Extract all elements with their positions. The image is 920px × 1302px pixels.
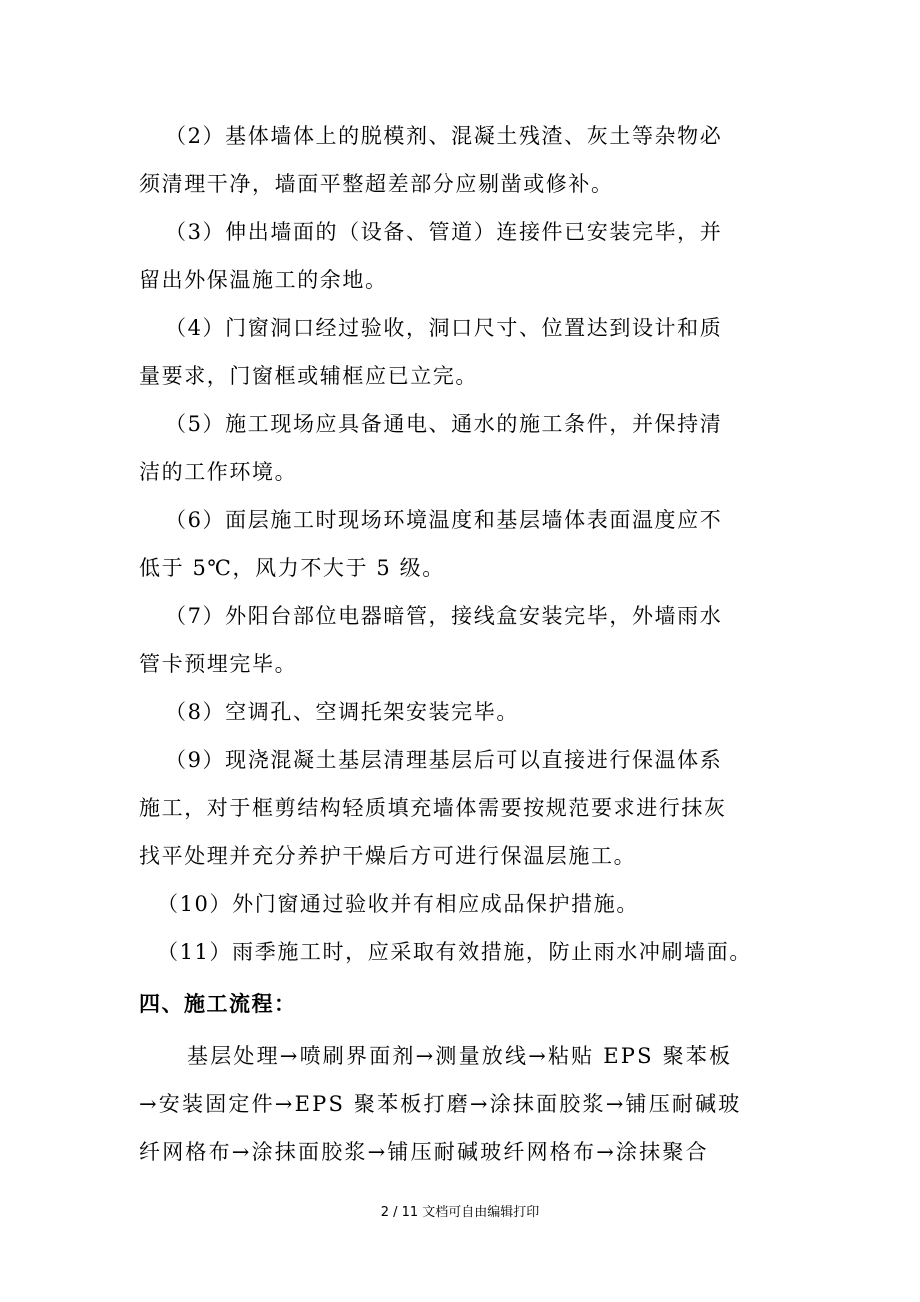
paragraph-line: （4）门窗洞口经过验收，洞口尺寸、位置达到设计和质 xyxy=(165,316,723,340)
paragraph-item-10 xyxy=(139,880,789,928)
paragraph-item-11 xyxy=(139,928,789,976)
paragraph-line: （6）面层施工时现场环境温度和基层墙体表面温度应不 xyxy=(165,508,723,532)
paragraph-item-8 xyxy=(139,688,789,736)
paragraph-line: （7）外阳台部位电器暗管，接线盒安装完毕，外墙雨水 xyxy=(165,604,723,628)
page-footer: 2 / 11 文档可自由编辑打印 xyxy=(380,1205,540,1220)
paragraph-line: 量要求，门窗框或辅框应已立完。 xyxy=(139,364,478,388)
paragraph-item-9 xyxy=(139,736,789,880)
process-flow-paragraph xyxy=(139,1032,789,1176)
paragraph-line: （3）伸出墙面的（设备、管道）连接件已安装完毕，并 xyxy=(165,220,723,244)
flow-line: 基层处理→喷刷界面剂→测量放线→粘贴 EPS 聚苯板 xyxy=(187,1044,733,1068)
paragraph-line: 管卡预埋完毕。 xyxy=(139,652,298,676)
paragraph-item-7 xyxy=(139,592,789,688)
paragraph-item-2 xyxy=(139,112,789,208)
flow-line: →安装固定件→EPS 聚苯板打磨→涂抹面胶浆→铺压耐碱玻 xyxy=(139,1092,742,1116)
paragraph-line: （9）现浇混凝土基层清理基层后可以直接进行保温体系 xyxy=(165,748,723,772)
document-body xyxy=(139,112,789,1176)
paragraph-line: （11）雨季施工时，应采取有效措施，防止雨水冲刷墙面。 xyxy=(157,940,752,964)
flow-line: 纤网格布→涂抹面胶浆→铺压耐碱玻纤网格布→涂抹聚合 xyxy=(139,1140,709,1164)
paragraph-line: （8）空调孔、空调托架安装完毕。 xyxy=(165,700,519,724)
paragraph-line: 找平处理并充分养护干燥后方可进行保温层施工。 xyxy=(139,844,637,868)
section-heading: 四、施工流程： xyxy=(139,992,297,1016)
paragraph-item-5 xyxy=(139,400,789,496)
paragraph-item-4 xyxy=(139,304,789,400)
paragraph-item-6 xyxy=(139,496,789,592)
paragraph-line: （2）基体墙体上的脱模剂、混凝土残渣、灰土等杂物必 xyxy=(165,124,723,148)
paragraph-line: 施工，对于框剪结构轻质填充墙体需要按规范要求进行抹灰 xyxy=(139,796,727,820)
paragraph-line: 须清理干净，墙面平整超差部分应剔凿或修补。 xyxy=(139,172,614,196)
paragraph-line: （5）施工现场应具备通电、通水的施工条件，并保持清 xyxy=(165,412,723,436)
paragraph-item-3 xyxy=(139,208,789,304)
paragraph-line: 留出外保温施工的余地。 xyxy=(139,268,388,292)
paragraph-line: （10）外门窗通过验收并有相应成品保护措施。 xyxy=(157,892,639,916)
paragraph-line: 洁的工作环境。 xyxy=(139,460,298,484)
paragraph-line: 低于 5℃，风力不大于 5 级。 xyxy=(139,556,445,580)
